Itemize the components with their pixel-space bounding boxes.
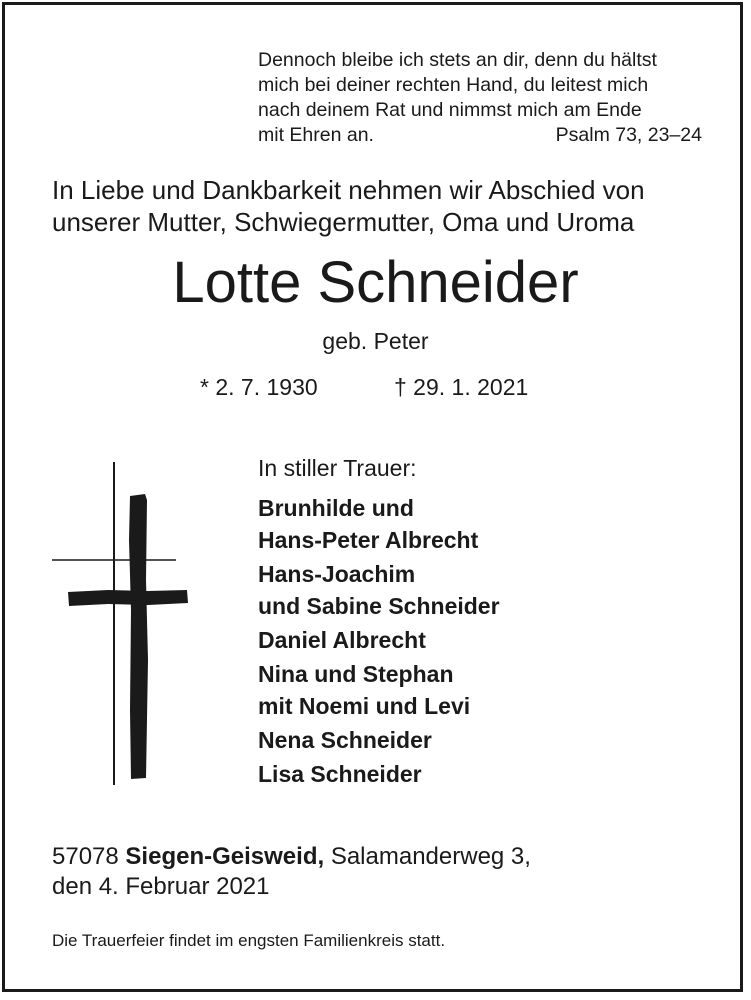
mourner-line: und Sabine Schneider [258, 593, 500, 619]
intro-line: unserer Mutter, Schwiegermutter, Oma und Uroma [52, 207, 635, 237]
date-line: den 4. Februar 2021 [52, 873, 270, 900]
mourner-entry [258, 624, 500, 656]
mourners-heading: In stiller Trauer: [258, 455, 417, 481]
mourner-entry [258, 658, 500, 722]
farewell-intro [52, 174, 645, 238]
death-date: † 29. 1. 2021 [394, 374, 529, 400]
mourner-line: Brunhilde und [258, 495, 414, 521]
quote-line: mit Ehren an. [258, 124, 374, 146]
birth-date: * 2. 7. 1930 [200, 374, 318, 400]
mourner-line: Nina und Stephan [258, 661, 454, 687]
quote-line: nach deinem Rat und nimmst mich am Ende [258, 99, 642, 121]
mourner-line: Hans-Peter Albrecht [258, 527, 479, 553]
mourner-entry [258, 492, 500, 556]
deceased-name: Lotte Schneider [172, 250, 579, 315]
quote-line-last [258, 123, 702, 148]
mourner-line: Nena Schneider [258, 727, 432, 753]
mourners-list [258, 492, 500, 792]
mourner-line: mit Noemi und Levi [258, 693, 471, 719]
mourner-entry [258, 558, 500, 622]
mourner-entry [258, 758, 500, 790]
bible-quote [258, 48, 702, 148]
mourner-entry [258, 724, 500, 756]
postal-code: 57078 [52, 843, 119, 870]
maiden-name: geb. Peter [322, 328, 429, 354]
mourner-line: Daniel Albrecht [258, 627, 426, 653]
funeral-note: Die Trauerfeier findet im engsten Familienkreis statt. [52, 931, 446, 950]
quote-line: Dennoch bleibe ich stets an dir, denn du hältst [258, 49, 657, 71]
mourner-line: Lisa Schneider [258, 761, 422, 787]
cross-icon [48, 460, 198, 795]
intro-line: In Liebe und Dankbarkeit nehmen wir Abschied von [52, 175, 645, 205]
street: Salamanderweg 3, [330, 843, 531, 870]
family-address [52, 842, 531, 902]
city: Siegen-Geisweid, [125, 843, 325, 870]
mourner-line: Hans-Joachim [258, 561, 416, 587]
quote-reference: Psalm 73, 23–24 [555, 124, 702, 146]
address-line [52, 842, 531, 872]
quote-line: mich bei deiner rechten Hand, du leitest mich [258, 74, 649, 96]
